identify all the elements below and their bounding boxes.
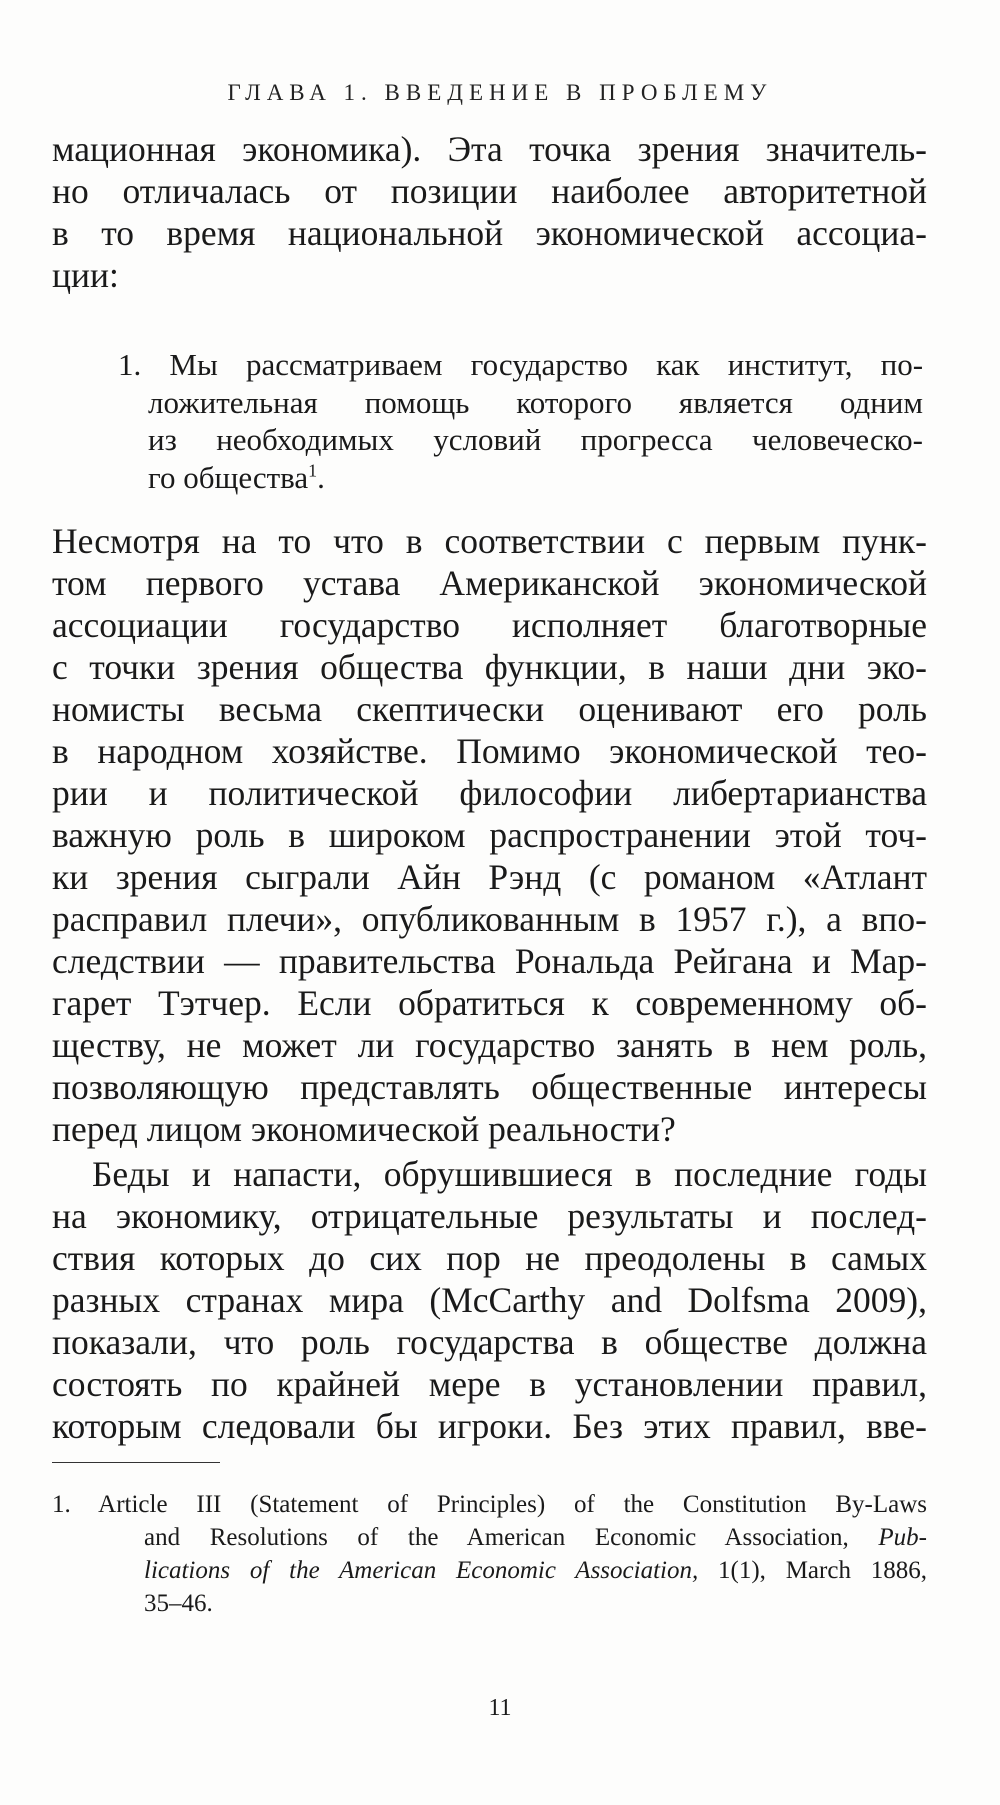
footnote-line: 1. Article III (Statement of Principles) of the Constitution By-Laws: [52, 1491, 927, 1518]
paragraph-1: [52, 128, 927, 296]
text-line: ложительная помощь которого является одним: [148, 384, 923, 420]
quote-list-item: [118, 346, 923, 496]
text-line: но отличалась от позиции наиболее авторитетной: [52, 171, 927, 211]
text-line: позволяющую представлять общественные интересы: [52, 1067, 927, 1107]
text-line: том первого устава Американской экономической: [52, 563, 927, 603]
text-line: которым следовали бы игроки. Без этих правил, вве-: [52, 1406, 927, 1446]
text-line: го общества$^1$.: [148, 459, 325, 495]
text-line: 1. Мы рассматриваем государство как институт, по-: [118, 347, 924, 382]
footnote-line: 35–46.: [144, 1590, 213, 1617]
text-line: на экономику, отрицательные результаты и послед-: [52, 1196, 927, 1236]
list-number: 1.: [118, 347, 142, 382]
paragraph-2: [52, 520, 927, 1150]
text-line: гарет Тэтчер. Если обратиться к современному об-: [52, 983, 927, 1023]
text-line: следствии — правительства Рональда Рейгана и Мар-: [52, 941, 927, 981]
text-line: ассоциации государство исполняет благотворные: [52, 605, 927, 645]
running-head: ГЛАВА 1. ВВЕДЕНИЕ В ПРОБЛЕМУ: [227, 80, 773, 105]
text-line: в народном хозяйстве. Помимо экономической тео-: [52, 731, 927, 771]
text-line: разных странах мира (McCarthy and Dolfsma 2009),: [52, 1280, 927, 1320]
text-line: Несмотря на то что в соответствии с первым пунк-: [52, 521, 927, 561]
page-number: 11: [488, 1695, 512, 1721]
text-line: ки зрения сыграли Айн Рэнд (с романом «Атлант: [52, 857, 927, 897]
text-line: состоять по крайней мере в установлении правил,: [52, 1364, 927, 1404]
text-line: с точки зрения общества функции, в наши дни эко-: [52, 647, 927, 687]
paragraph-3: [52, 1153, 927, 1447]
footnote-divider: [52, 1462, 220, 1463]
text-line: номисты весьма скептически оценивают его роль: [52, 689, 927, 729]
text-line: важную роль в широком распространении этой точ-: [52, 815, 927, 855]
text-line: из необходимых условий прогресса человеческо-: [148, 422, 923, 457]
footnote: [52, 1488, 927, 1620]
text-line: Беды и напасти, обрушившиеся в последние годы: [92, 1154, 927, 1194]
text-line: показали, что роль государства в обществе должна: [52, 1322, 927, 1362]
text-line: ществу, не может ли государство занять в нем роль,: [52, 1025, 927, 1065]
footnote-ref[interactable]: 1: [308, 460, 318, 481]
text-line: ствия которых до сих пор не преодолены в самых: [52, 1238, 927, 1278]
footnote-line: and Resolutions of the American Economic Association, Pub-: [144, 1524, 928, 1551]
footnote-line: lications of the American Economic Association, 1(1), March 1886,: [144, 1557, 927, 1584]
text-line: перед лицом экономической реальности?: [52, 1109, 676, 1149]
text-line: рии и политической философии либертарианства: [52, 773, 927, 813]
text-line: мационная экономика). Эта точка зрения значитель-: [52, 129, 927, 169]
text-line: расправил плечи», опубликованным в 1957 г.), а впо-: [52, 899, 927, 939]
text-line: ции:: [52, 255, 119, 295]
text-line: в то время национальной экономической ассоциа-: [52, 213, 927, 253]
